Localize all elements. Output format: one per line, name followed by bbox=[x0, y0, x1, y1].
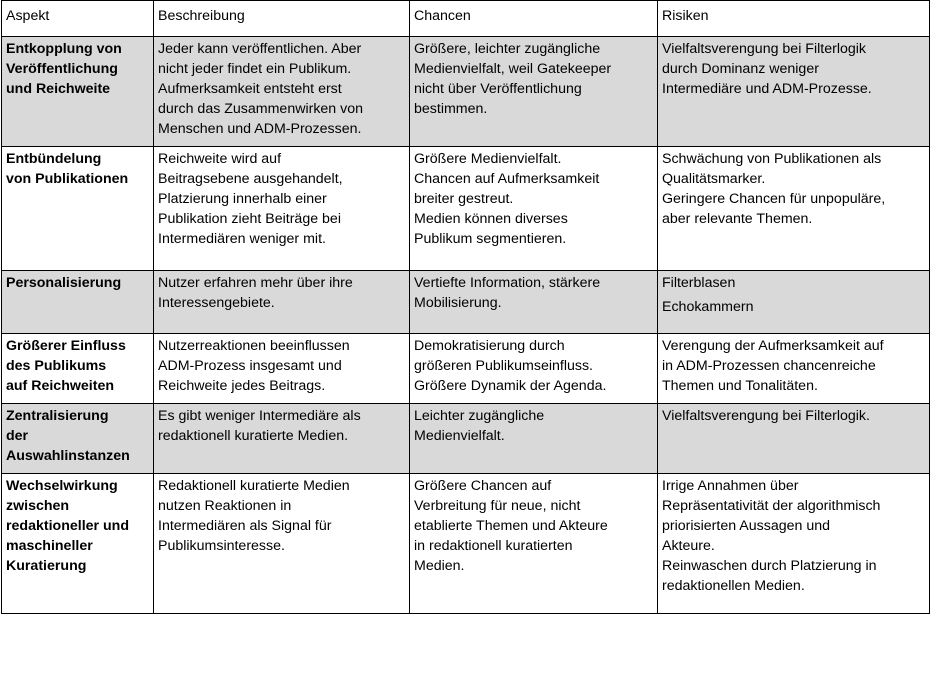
description-cell bbox=[154, 474, 410, 614]
cell-line: nicht über Veröffentlichung bbox=[414, 81, 582, 97]
cell-line: Intermediären als Signal für bbox=[158, 518, 332, 534]
table-row bbox=[2, 147, 930, 271]
risks-cell bbox=[658, 271, 930, 334]
description-cell bbox=[154, 404, 410, 474]
chances-cell bbox=[410, 147, 658, 271]
cell-line: Größere Chancen auf bbox=[414, 478, 552, 494]
cell-line: Vielfaltsverengung bei Filterlogik bbox=[662, 41, 866, 57]
cell-line: Irrige Annahmen über bbox=[662, 478, 799, 494]
cell-line: Medien können diverses bbox=[414, 211, 568, 227]
risks-cell bbox=[658, 147, 930, 271]
aspect-cell bbox=[2, 147, 154, 271]
chances-cell bbox=[410, 37, 658, 147]
description-cell bbox=[154, 37, 410, 147]
cell-line: nicht jeder findet ein Publikum. bbox=[158, 61, 352, 77]
header-chancen: Chancen bbox=[410, 1, 658, 37]
table-row bbox=[2, 271, 930, 334]
cell-line: breiter gestreut. bbox=[414, 191, 514, 207]
cell-line: Vielfaltsverengung bei Filterlogik. bbox=[662, 408, 870, 424]
cell-line: Wechselwirkung bbox=[6, 478, 118, 494]
cell-line: von Publikationen bbox=[6, 171, 129, 187]
cell-line: zwischen bbox=[6, 498, 70, 514]
cell-line: Verengung der Aufmerksamkeit auf bbox=[662, 338, 884, 354]
cell-line: Demokratisierung durch bbox=[414, 338, 565, 354]
cell-line: Vertiefte Information, stärkere bbox=[414, 275, 601, 291]
cell-line: Chancen auf Aufmerksamkeit bbox=[414, 171, 600, 187]
cell-line: Themen und Tonalitäten. bbox=[662, 378, 818, 394]
chances-cell bbox=[410, 334, 658, 404]
cell-line: Menschen und ADM-Prozessen. bbox=[158, 121, 362, 137]
cell-line: Publikum segmentieren. bbox=[414, 231, 567, 247]
cell-line: Aufmerksamkeit entsteht erst bbox=[158, 81, 342, 97]
aspect-cell bbox=[2, 271, 154, 334]
cell-line: Personalisierung bbox=[6, 275, 122, 291]
cell-line: etablierte Themen und Akteure bbox=[414, 518, 608, 534]
table-row bbox=[2, 334, 930, 404]
cell-line: in ADM-Prozessen chancenreiche bbox=[662, 358, 876, 374]
header-beschreibung: Beschreibung bbox=[154, 1, 410, 37]
cell-line: Reinwaschen durch Platzierung in bbox=[662, 558, 877, 574]
cell-line: Verbreitung für neue, nicht bbox=[414, 498, 581, 514]
cell-line: Medienvielfalt, weil Gatekeeper bbox=[414, 61, 612, 77]
aspect-cell bbox=[2, 334, 154, 404]
cell-line: Geringere Chancen für unpopuläre, bbox=[662, 191, 886, 207]
cell-line: Auswahlinstanzen bbox=[6, 448, 130, 464]
cell-line: Reichweite jedes Beitrags. bbox=[158, 378, 326, 394]
cell-line: größeren Publikumseinfluss. bbox=[414, 358, 593, 374]
cell-line: Reichweite wird auf bbox=[158, 151, 282, 167]
cell-line: Publikation zieht Beiträge bei bbox=[158, 211, 341, 227]
chances-cell bbox=[410, 271, 658, 334]
cell-line: Redaktionell kuratierte Medien bbox=[158, 478, 350, 494]
cell-line: Filterblasen bbox=[662, 275, 736, 291]
cell-line: Zentralisierung bbox=[6, 408, 109, 424]
risks-cell bbox=[658, 474, 930, 614]
description-cell bbox=[154, 271, 410, 334]
cell-line: der bbox=[6, 428, 29, 444]
cell-line: Schwächung von Publikationen als bbox=[662, 151, 882, 167]
table-row bbox=[2, 404, 930, 474]
aspect-cell bbox=[2, 404, 154, 474]
cell-line: redaktioneller und bbox=[6, 518, 129, 534]
cell-line: redaktionell kuratierte Medien. bbox=[158, 428, 349, 444]
cell-line: nutzen Reaktionen in bbox=[158, 498, 292, 514]
cell-line: bestimmen. bbox=[414, 101, 488, 117]
cell-line: auf Reichweiten bbox=[6, 378, 115, 394]
cell-line: Es gibt weniger Intermediäre als bbox=[158, 408, 361, 424]
cell-line: Entbündelung bbox=[6, 151, 102, 167]
cell-line: Größere Medienvielfalt. bbox=[414, 151, 562, 167]
cell-line: und Reichweite bbox=[6, 81, 111, 97]
cell-line: Nutzerreaktionen beeinflussen bbox=[158, 338, 350, 354]
cell-line: Größere Dynamik der Agenda. bbox=[414, 378, 607, 394]
cell-line: Jeder kann veröffentlichen. Aber bbox=[158, 41, 362, 57]
table-row bbox=[2, 37, 930, 147]
cell-line: redaktionellen Medien. bbox=[662, 578, 805, 594]
cell-line: Repräsentativität der algorithmisch bbox=[662, 498, 881, 514]
risks-cell bbox=[658, 37, 930, 147]
cell-line: maschineller bbox=[6, 538, 93, 554]
header-risiken: Risiken bbox=[658, 1, 930, 37]
cell-line: Medienvielfalt. bbox=[414, 428, 505, 444]
cell-line: Qualitätsmarker. bbox=[662, 171, 766, 187]
cell-line: Nutzer erfahren mehr über ihre bbox=[158, 275, 353, 291]
cell-line: Intermediäre und ADM-Prozesse. bbox=[662, 81, 872, 97]
header-aspekt: Aspekt bbox=[2, 1, 154, 37]
cell-line: durch Dominanz weniger bbox=[662, 61, 819, 77]
cell-line: Kuratierung bbox=[6, 558, 87, 574]
cell-line: Platzierung innerhalb einer bbox=[158, 191, 327, 207]
aspect-cell bbox=[2, 474, 154, 614]
header-row bbox=[2, 1, 930, 37]
cell-line: des Publikums bbox=[6, 358, 107, 374]
cell-line: Veröffentlichung bbox=[6, 61, 118, 77]
cell-line: ADM-Prozess insgesamt und bbox=[158, 358, 342, 374]
cell-line: Beitragsebene ausgehandelt, bbox=[158, 171, 343, 187]
risks-cell bbox=[658, 334, 930, 404]
cell-line: Größere, leichter zugängliche bbox=[414, 41, 601, 57]
cell-line: Interessengebiete. bbox=[158, 295, 275, 311]
cell-line: Intermediären weniger mit. bbox=[158, 231, 326, 247]
cell-line: Entkopplung von bbox=[6, 41, 122, 57]
cell-line: Mobilisierung. bbox=[414, 295, 502, 311]
cell-line: Publikumsinteresse. bbox=[158, 538, 285, 554]
cell-line: Echokammern bbox=[662, 299, 754, 315]
description-cell bbox=[154, 147, 410, 271]
cell-line: Größerer Einfluss bbox=[6, 338, 126, 354]
chances-cell bbox=[410, 474, 658, 614]
cell-line: Medien. bbox=[414, 558, 465, 574]
aspect-cell bbox=[2, 37, 154, 147]
cell-line: aber relevante Themen. bbox=[662, 211, 813, 227]
cell-line: in redaktionell kuratierten bbox=[414, 538, 573, 554]
risks-cell bbox=[658, 404, 930, 474]
cell-line: Leichter zugängliche bbox=[414, 408, 545, 424]
table-row bbox=[2, 474, 930, 614]
cell-line: priorisierten Aussagen und bbox=[662, 518, 830, 534]
description-cell bbox=[154, 334, 410, 404]
cell-line: Akteure. bbox=[662, 538, 715, 554]
comparison-table bbox=[1, 0, 930, 614]
chances-cell bbox=[410, 404, 658, 474]
cell-line: durch das Zusammenwirken von bbox=[158, 101, 364, 117]
